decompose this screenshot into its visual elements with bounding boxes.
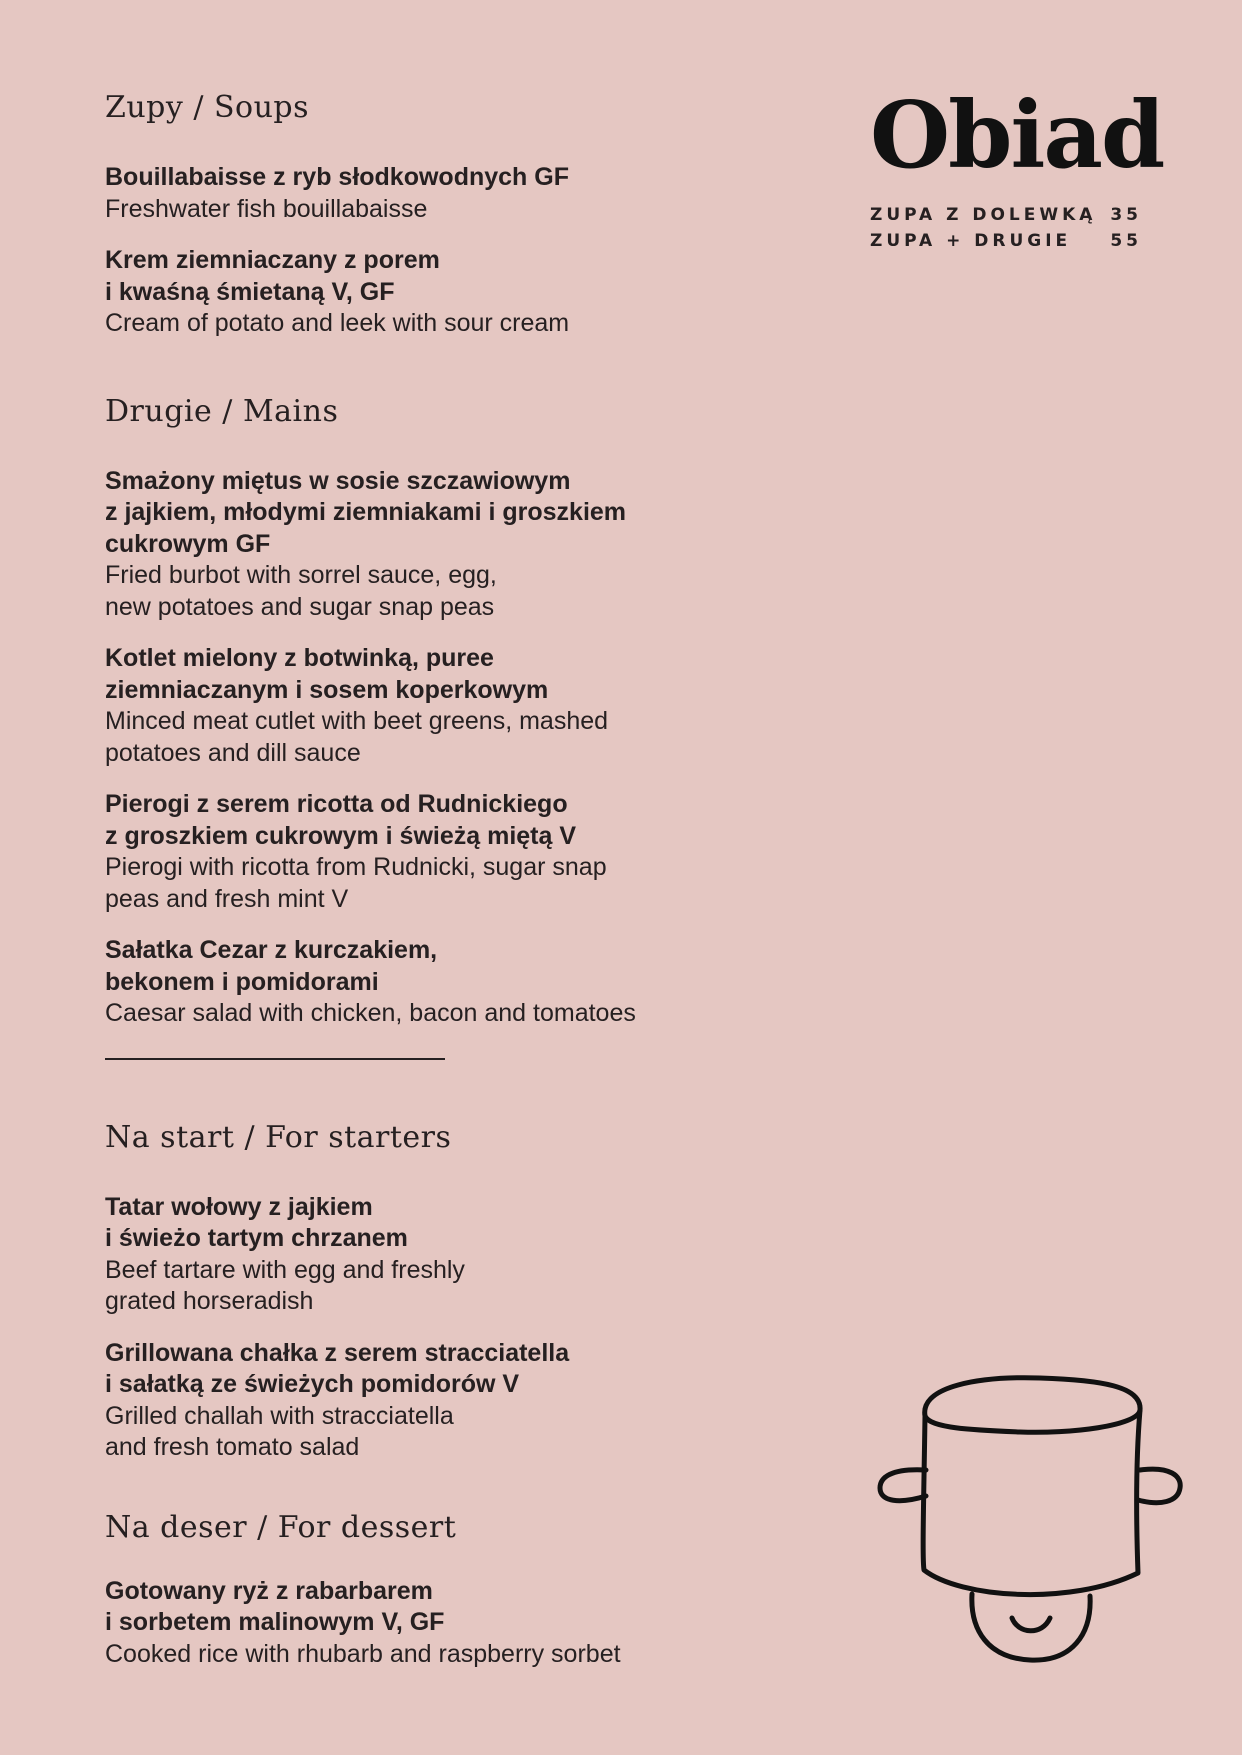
item-name-pl: Kotlet mielony z botwinką, puree ziemniaczanym i sosem koperkowym — [105, 644, 549, 704]
mains-title: Drugie / Mains — [105, 393, 339, 429]
section-divider — [105, 1058, 445, 1060]
item-name-en: Caesar salad with chicken, bacon and tomatoes — [105, 999, 636, 1027]
soups-title: Zupy / Soups — [105, 90, 310, 125]
item-name-pl: Grillowana chałka z serem stracciatella i sałatką ze świeżych pomidorów V — [105, 1338, 570, 1398]
page-title: Obiad — [870, 81, 1164, 189]
item-name-pl: Smażony miętus w sosie szczawiowym z jajkiem, młodymi ziemniakami i groszkiem cukrowym GF — [105, 466, 627, 558]
item-name-en: Minced meat cutlet with beet greens, mashed potatoes and dill sauce — [105, 707, 609, 767]
price-label: ZUPA Z DOLEWKĄ — [870, 205, 1097, 225]
menu-item — [105, 789, 785, 915]
menu-item — [105, 1192, 785, 1318]
menu-item — [105, 162, 785, 225]
item-name-pl: Gotowany ryż z rabarbarem i sorbetem malinowym V, GF — [105, 1576, 445, 1636]
menu-item — [105, 643, 785, 769]
starters-section — [105, 1118, 785, 1464]
price-value: 55 — [1110, 231, 1142, 251]
price-row — [870, 228, 1142, 254]
price-label: ZUPA + DRUGIE — [870, 231, 1072, 251]
item-name-en: Pierogi with ricotta from Rudnicki, sugar snap peas and fresh mint V — [105, 853, 607, 913]
item-name-pl: Pierogi z serem ricotta od Rudnickiego z groszkiem cukrowym i świeżą miętą V — [105, 790, 577, 850]
menu-item — [105, 1338, 785, 1464]
menu-item — [105, 245, 785, 340]
menu-column — [105, 88, 785, 1718]
price-value: 35 — [1110, 205, 1142, 225]
item-name-en: Freshwater fish bouillabaisse — [105, 194, 428, 223]
item-name-pl: Tatar wołowy z jajkiem i świeżo tartym chrzanem — [105, 1192, 408, 1252]
price-list — [870, 202, 1142, 254]
menu-item — [105, 935, 785, 1030]
item-name-en: Beef tartare with egg and freshly grated horseradish — [105, 1255, 465, 1315]
menu-item — [105, 466, 785, 624]
item-name-en: Cooked rice with rhubarb and raspberry sorbet — [105, 1639, 621, 1668]
lunch-header — [870, 80, 1164, 254]
item-name-en: Fried burbot with sorrel sauce, egg, new potatoes and sugar snap peas — [105, 561, 497, 621]
dessert-title: Na deser / For dessert — [105, 1509, 457, 1545]
menu-item — [105, 1576, 785, 1671]
dessert-section — [105, 1508, 785, 1671]
item-name-en: Cream of potato and leek with sour cream — [105, 309, 570, 337]
mains-section — [105, 392, 785, 1030]
item-name-pl: Krem ziemniaczany z porem i kwaśną śmietaną V, GF — [105, 246, 440, 306]
price-row — [870, 202, 1142, 228]
item-name-pl: Bouillabaisse z ryb słodkowodnych GF — [105, 163, 569, 191]
soups-section — [105, 88, 785, 340]
pot-icon — [870, 1368, 1190, 1668]
starters-title: Na start / For starters — [105, 1119, 452, 1155]
item-name-pl: Sałatka Cezar z kurczakiem, bekonem i pomidorami — [105, 936, 438, 996]
item-name-en: Grilled challah with stracciatella and fresh tomato salad — [105, 1401, 454, 1461]
